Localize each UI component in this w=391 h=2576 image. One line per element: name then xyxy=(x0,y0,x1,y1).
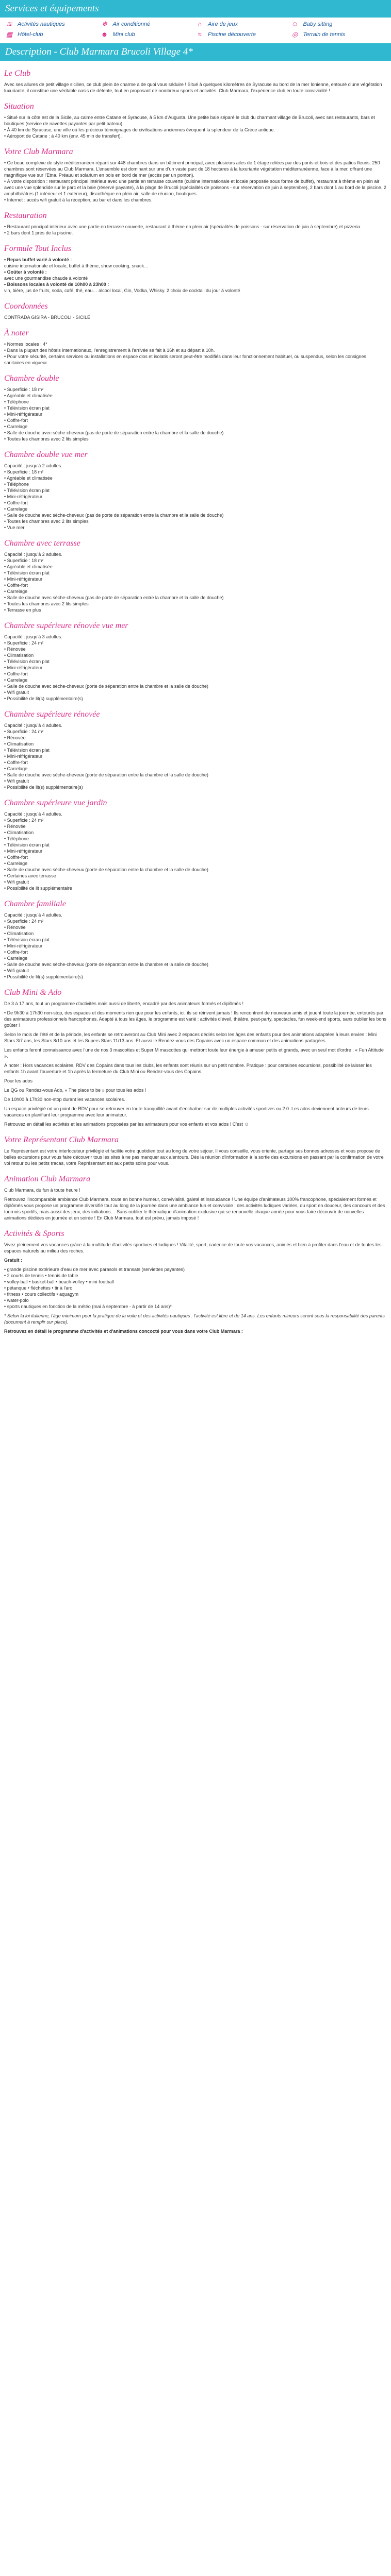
list-item: • Wifi gratuit xyxy=(4,879,387,885)
paragraph: Les enfants feront connaissance avec l'une de nos 3 mascottes et Super M mascottes qui mettront toute leur énergie à amuser petits et grands, avec un seul mot d'ordre : « Fun Attitude ». xyxy=(4,1047,384,1059)
list-item: • 2 courts de tennis • tennis de table xyxy=(4,1273,387,1279)
list-item: • Situé sur la côte est de la Sicile, au calme entre Catane et Syracuse, à 5 km d'Augusta. Une petite baie séparé le club du charmant village de Brucoli, avec ses restaurants, bars et boutiques (service de navettes payantes par petit bateau). xyxy=(4,114,387,127)
list-item: • Toutes les chambres avec 2 lits simples xyxy=(4,518,387,524)
club-mini-paras xyxy=(4,1001,387,1127)
room-features xyxy=(4,557,387,613)
section-title-restauration: Restauration xyxy=(4,211,47,220)
section-title-a-noter: À noter xyxy=(4,329,29,337)
list-item: • Télévision écran plat xyxy=(4,570,387,576)
room-capacity: Capacité : jusqu'à 3 adultes. xyxy=(4,634,62,639)
list-item: • Climatisation xyxy=(4,829,387,836)
room-features xyxy=(4,918,387,980)
list-item: • Coffre-fort xyxy=(4,417,387,423)
hotel-icon: ▦ xyxy=(6,30,13,38)
list-item: • Téléphone xyxy=(4,399,387,405)
list-item: • Rénovée xyxy=(4,646,387,652)
club-text: Avec ses allures de petit village sicilien, ce club plein de charme a de quoi vous séduire ! Situé à quelques kilomètres de Syracuse au bord de la mer Ionienne, entouré d'une végétation luxuriante, il constitue une véritable oasis de détente, tout en proposant de nombreux sports et activités. Club Marmara, l'expérience club en toute convivialité ! xyxy=(4,82,382,93)
equipment-label: Piscine découverte xyxy=(208,31,256,38)
list-item: • Superficie : 24 m² xyxy=(4,640,387,646)
list-item: • sports nautiques en fonction de la météo (mai à septembre - à partir de 14 ans)* xyxy=(4,1303,387,1310)
section-title-votre-club: Votre Club Marmara xyxy=(4,147,73,156)
list-item: • Wifi gratuit xyxy=(4,689,387,696)
description-title-bar: Description - Club Marmara Brucoli Village 4* xyxy=(0,43,391,61)
list-item: • Agréable et climatisée xyxy=(4,564,387,570)
animation-paras xyxy=(4,1187,387,1221)
list-item: • Salle de douche avec sèche-cheveux (porte de séparation entre la chambre et la salle de douche) xyxy=(4,961,387,968)
list-item: • Superficie : 18 m² xyxy=(4,386,387,393)
list-item: • Téléphone xyxy=(4,481,387,487)
list-item: • Coffre-fort xyxy=(4,582,387,588)
representant-text: Le Représentant est votre interlocuteur privilégié et facilite votre quotidien tout au long de votre séjour. Il vous conseille, vous oriente, partage ses bonnes adresses et vous propose de belles excursions pour vous faire découvrir tous les sites à ne pas manquer aux alentours. Dès la réunion d'information à la sortie des excursions en passant par la confirmation de votre vol retour ou les petits tracas, votre Représentant est aux petits soins pour vous. xyxy=(4,1148,384,1166)
list-item: • Aéroport de Catane : à 40 km (env. 45 min de transfert). xyxy=(4,133,387,139)
section-title-club: Le Club xyxy=(4,69,31,78)
list-item: • Mini-réfrigérateur xyxy=(4,576,387,582)
section-title-coordonnees: Coordonnées xyxy=(4,302,48,311)
list-item: • Télévision écran plat xyxy=(4,747,387,753)
list-item: • Carrelage xyxy=(4,588,387,595)
list-item: • Possibilité de lit supplémentaire xyxy=(4,885,387,891)
equipment-item xyxy=(291,21,386,28)
list-item: • Télévision écran plat xyxy=(4,658,387,665)
list-item: • grande piscine extérieure d'eau de mer avec parasols et transats (serviettes payantes) xyxy=(4,1266,387,1273)
room-capacity: Capacité : jusqu'à 4 adultes. xyxy=(4,811,62,817)
formule-line: • Goûter à volonté : xyxy=(4,269,47,275)
services-title-bar: Services et équipements xyxy=(0,0,391,18)
list-item: • Climatisation xyxy=(4,652,387,658)
paragraph: De 3 à 17 ans, tout un programme d'activités mais aussi de liberté, encadré par des animateurs formés et diplômés ! xyxy=(4,1001,243,1006)
activites-note: * Selon la loi italienne, l'âge minimum pour la pratique de la voile et des activités nautiques : l'activité est libre et de 14 ans. Les enfants mineurs seront sous la responsabilité des parents (document à remplir sur place). xyxy=(4,1313,385,1325)
equipment-label: Air conditionné xyxy=(112,21,151,27)
list-item: • Mini-réfrigérateur xyxy=(4,411,387,417)
formule-line: avec une gourmandise chaude à volonté xyxy=(4,276,88,281)
equipment-item xyxy=(196,21,291,28)
list-item: • Mini-réfrigérateur xyxy=(4,943,387,949)
list-item: • À 40 km de Syracuse, une ville où les précieux témoignages de civilisations anciennes évoquent la splendeur de la Grèce antique. xyxy=(4,127,387,133)
room-title: Chambre double xyxy=(4,374,59,383)
chambres-container xyxy=(4,374,387,980)
room-capacity: Capacité : jusqu'à 4 adultes. xyxy=(4,723,62,728)
list-item: • Coffre-fort xyxy=(4,854,387,860)
list-item: • fitness • cours collectifs • aquagym xyxy=(4,1291,387,1297)
equipment-label: Hôtel-club xyxy=(18,31,43,38)
formule-line: cuisine internationale et locale, buffet à thème, show cooking, snack… xyxy=(4,263,149,268)
list-item: • Coffre-fort xyxy=(4,759,387,766)
list-item: • Télévision écran plat xyxy=(4,842,387,848)
list-item: • Dans la plupart des hôtels internationaux, l'enregistrement à l'arrivée se fait à 16h et au départ à 10h. xyxy=(4,347,387,353)
playground-icon: ⌂ xyxy=(198,20,202,28)
list-item: • Salle de douche avec sèche-cheveux (pas de porte de séparation entre la chambre et la salle de douche) xyxy=(4,430,387,436)
description-content xyxy=(0,69,391,1334)
room-features xyxy=(4,386,387,442)
room-capacity: Capacité : jusqu'à 4 adultes. xyxy=(4,912,62,918)
list-item: • pétanque • fléchettes • tir à l'arc xyxy=(4,1285,387,1291)
list-item: • water-polo xyxy=(4,1297,387,1303)
list-item: • Salle de douche avec sèche-cheveux (pas de porte de séparation entre la chambre et la salle de douche) xyxy=(4,512,387,518)
votre-club-list xyxy=(4,160,387,203)
equipment-item xyxy=(101,31,196,38)
list-item: • Carrelage xyxy=(4,955,387,961)
list-item: • volley-ball • basket-ball • beach-volley • mini-football xyxy=(4,1279,387,1285)
formule-line: vin, bière, jus de fruits, soda, café, thé, eau… alcool local, Gin, Vodka, Whisky. 2 choix de cocktail du jour à volonté xyxy=(4,288,240,293)
paragraph: Le QG ou Rendez-vous Ado, « The place to be » pour tous les ados ! xyxy=(4,1088,146,1093)
list-item: • Coffre-fort xyxy=(4,671,387,677)
section-title-formule: Formule Tout Inclus xyxy=(4,244,72,253)
list-item: • Ce beau complexe de style méditerranéen réparti sur 448 chambres dans un bâtiment principal, avec plusieurs ailes de 1 étage reliées par des ponts et bois et des patios fleuris. 250 chambres sont réservées au Club Marmara. L'ensemble est dominant sur une d'un vaste parc de 18 hectares à la luxuriante végétation méditerranéenne, face à la mer, offrant une magnifique vue sur l'Etna. Préauu et solarium en bois en bord de mer (accès par un ponton). xyxy=(4,160,387,178)
list-item: • Certaines avec terrasse xyxy=(4,873,387,879)
paragraph: Retrouvez l'incomparable ambiance Club Marmara, toute en bonne humeur, convivialité, gaieté et insouciance ! Une équipe d'animateurs 100% francophone, spécialement formés et diplômés vous propose un programme diversifié tout au long de la journée dans une ambiance fun et conviviale : des activités ludiques variées, du sport en douceur, des concours et des tournois sportifs, mais aussi des jeux, des initiations… Sans oublier le thématique d'animation exclusive qui se renouvelle chaque année pour vous faire découvrir de nouvelles animations dédiées en journée et en soirée ! En Club Marmara, tout est prévu, jamais imposé ! xyxy=(4,1197,385,1221)
list-item: • Agréable et climatisée xyxy=(4,393,387,399)
list-item: • Mini-réfrigérateur xyxy=(4,848,387,854)
list-item: • Mini-réfrigérateur xyxy=(4,753,387,759)
equipment-item xyxy=(101,21,196,28)
list-item: • Superficie : 24 m² xyxy=(4,918,387,924)
equipment-item xyxy=(196,31,291,38)
list-item: • Télévision écran plat xyxy=(4,405,387,411)
list-item: • Possibilité de lit(s) supplémentaire(s) xyxy=(4,784,387,790)
list-item: • Mini-réfrigérateur xyxy=(4,494,387,500)
list-item: • Rénovée xyxy=(4,823,387,829)
equipment-item xyxy=(291,31,386,38)
section-title-situation: Situation xyxy=(4,102,34,111)
list-item: • Agréable et climatisée xyxy=(4,475,387,481)
situation-list xyxy=(4,114,387,139)
list-item: • Carrelage xyxy=(4,677,387,683)
equipment-label: Activités nautiques xyxy=(18,21,65,27)
section-title-activites: Activités & Sports xyxy=(4,1229,64,1238)
list-item: • Internet : accès wifi gratuit à la réception, au bar et dans les chambres. xyxy=(4,197,387,203)
list-item: • Salle de douche avec sèche-cheveux (porte de séparation entre la chambre et la salle de douche) xyxy=(4,867,387,873)
list-item: • Rénovée xyxy=(4,735,387,741)
list-item: • Toutes les chambres avec 2 lits simples xyxy=(4,601,387,607)
room-features xyxy=(4,640,387,702)
list-item: • Coffre-fort xyxy=(4,949,387,955)
room-title: Chambre supérieure rénovée xyxy=(4,710,100,719)
room-capacity: Capacité : jusqu'à 2 adultes. xyxy=(4,552,62,557)
coordonnees-text: CONTRADA GISIRA - BRUCOLI - SICILE xyxy=(4,315,91,320)
list-item: • Carrelage xyxy=(4,423,387,430)
room-title: Chambre supérieure vue jardin xyxy=(4,799,107,807)
paragraph: De 10h00 à 17h30 non-stop durant les vacances scolaires. xyxy=(4,1097,125,1102)
formule-line: • Repas buffet varié à volonté : xyxy=(4,257,72,262)
list-item: • Climatisation xyxy=(4,741,387,747)
list-item: • Coffre-fort xyxy=(4,500,387,506)
list-item: • Terrasse en plus xyxy=(4,607,387,613)
activites-intro: Vivez pleinement vos vacances grâce à la multitude d'activités sportives et ludiques ! Vitalité, sport, cadence de toute vos vacances, animés et bien à profiter dans l'eau et de toutes les espaces naturels au milieu des roches. xyxy=(4,1242,382,1253)
room-features xyxy=(4,817,387,891)
paragraph: Selon le mois de l'été et de la période, les enfants se retrouveront au Club Mini avec 2 espaces dédiés selon les âges des enfants pour des animations adaptées à leurs envies : Mini Stars 3/7 ans, les Stars 8/10 ans et les Supers Stars 11/13 ans. Et aussi le Rendez-vous des Copains avec un espace commun et des animations partagées. xyxy=(4,1032,377,1043)
room-title: Chambre supérieure rénovée vue mer xyxy=(4,621,128,630)
activites-gratuit-label: Gratuit : xyxy=(4,1258,22,1263)
room-features xyxy=(4,469,387,531)
tennis-icon: ◎ xyxy=(291,30,298,38)
room-features xyxy=(4,728,387,790)
list-item: • Carrelage xyxy=(4,766,387,772)
room-title: Chambre avec terrasse xyxy=(4,539,80,548)
list-item: • Restaurant principal intérieur avec une partie en terrasse couverte, restaurant à thème en plein air (spécialités de poissons - sur réservation de juin à septembre) et pizzeria. xyxy=(4,224,387,230)
paragraph: À noter : Hors vacances scolaires, RDV des Copains dans tous les clubs, les enfants sont réunis sur un petit nombre. Pratique : pour certaines excursions, possibilité de laisser les enfants 1h avant l'ouverture et 1h après la fermeture du Club Mini ou Rendez-vous des Copains. xyxy=(4,1063,372,1074)
paragraph: Un espace privilégié où un point de RDV pour se retrouver en toute tranquillité avant d'enchaîner sur de multiples activités sportives ou 2.0. Les ados deviennent acteurs de leurs vacances en planifiant leur programme avec leur animateur. xyxy=(4,1106,369,1117)
section-title-animation: Animation Club Marmara xyxy=(4,1175,91,1183)
activites-list xyxy=(4,1266,387,1310)
swimmer-icon: ≋ xyxy=(6,20,12,28)
list-item: • À votre disposition : restaurant principal intérieur avec une partie en terrasse couverte (cuisine internationale et locale proposée sous forme de buffet), restaurant à thème en plein air avec une vue splendide sur le parc et la baie (réservé payante), à la plage de Brucoli (spécialités de poissons - sur réservation de juin à septembre), 2 bars dont 1 au bord de la piscine, 2 amphithéâtres (1 intérieur et 1 extérieur), discothèque en plein air, salle de réunion, boutiques. xyxy=(4,178,387,197)
list-item: • Possibilité de lit(s) supplémentaire(s) xyxy=(4,974,387,980)
snowflake-icon: ❄ xyxy=(102,20,107,28)
list-item: • Normes locales : 4* xyxy=(4,341,387,347)
equipment-label: Mini club xyxy=(112,31,135,38)
list-item: • Pour votre sécurité, certains services ou installations en espace clos et isolatis seront peut-être modifiés dans leur fonctionnement habituel, ou suspendus, selon les consignes sanitaires en vigueur. xyxy=(4,353,387,366)
section-title-club-mini: Club Mini & Ado xyxy=(4,988,62,997)
formule-lines xyxy=(4,257,387,294)
list-item: • Climatisation xyxy=(4,930,387,937)
a-noter-list xyxy=(4,341,387,366)
list-item: • Wifi gratuit xyxy=(4,968,387,974)
room-title: Chambre double vue mer xyxy=(4,450,88,459)
list-item: • Salle de douche avec sèche-cheveux (pas de porte de séparation entre la chambre et la salle de douche) xyxy=(4,595,387,601)
list-item: • Superficie : 24 m² xyxy=(4,728,387,735)
list-item: • Carrelage xyxy=(4,860,387,867)
child-icon: ☻ xyxy=(101,30,108,38)
list-item: • Superficie : 18 m² xyxy=(4,469,387,475)
list-item: • Wifi gratuit xyxy=(4,778,387,784)
list-item: • Salle de douche avec sèche-cheveux (porte de séparation entre la chambre et la salle de douche) xyxy=(4,772,387,778)
equipment-grid xyxy=(0,18,391,43)
list-item: • Superficie : 18 m² xyxy=(4,557,387,564)
list-item: • Toutes les chambres avec 2 lits simples xyxy=(4,436,387,442)
activites-footer: Retrouvez en détail le programme d'activités et d'animations concocté pour vous dans votre Club Marmara : xyxy=(4,1329,243,1334)
equipment-item xyxy=(5,21,101,28)
equipment-item xyxy=(5,31,101,38)
list-item: • Télévision écran plat xyxy=(4,487,387,494)
list-item: • Superficie : 24 m² xyxy=(4,817,387,823)
paragraph: Retrouvez en détail les activités et les animations proposées par les animateurs pour vos enfants et vos ados ! C'est ☺ xyxy=(4,1122,249,1127)
equipment-label: Baby sitting xyxy=(303,21,333,27)
list-item: • Téléphone xyxy=(4,836,387,842)
baby-icon: ☺ xyxy=(291,20,299,28)
equipment-label: Aire de jeux xyxy=(208,21,238,27)
list-item: • Télévision écran plat xyxy=(4,937,387,943)
formule-line: • Boissons locales à volonté de 10h00 à 23h00 : xyxy=(4,282,109,287)
paragraph: • De 9h30 à 17h30 non-stop, des espaces et des moments rien que pour les enfants, ici, ils se réinvent jamais ! Ils rencontrent de nouveaux amis et jouent toute la journée, entourés par des animateurs professionnels francophones. Adapté à tous les âges, le programme est varié : activités d'éveil, théâtre, peut-party, spectacles, fun week-end sports, sans oublier les bons goûter ! xyxy=(4,1010,386,1028)
list-item: • Rénovée xyxy=(4,924,387,930)
list-item: • 2 bars dont 1 près de la piscine. xyxy=(4,230,387,236)
list-item: • Vue mer xyxy=(4,524,387,531)
section-title-representant: Votre Représentant Club Marmara xyxy=(4,1136,119,1144)
room-title: Chambre familiale xyxy=(4,900,66,908)
equipment-label: Terrain de tennis xyxy=(303,31,346,38)
pool-icon: ≈ xyxy=(198,30,202,38)
paragraph: Pour les ados xyxy=(4,1078,33,1083)
paragraph: Club Marmara, du fun à toute heure ! xyxy=(4,1188,80,1193)
list-item: • Carrelage xyxy=(4,506,387,512)
restauration-list xyxy=(4,224,387,236)
list-item: • Mini-réfrigérateur xyxy=(4,665,387,671)
list-item: • Salle de douche avec sèche-cheveux (porte de séparation entre la chambre et la salle de douche) xyxy=(4,683,387,689)
list-item: • Possibilité de lit(s) supplémentaire(s) xyxy=(4,696,387,702)
room-capacity: Capacité : jusqu'à 2 adultes. xyxy=(4,463,62,468)
